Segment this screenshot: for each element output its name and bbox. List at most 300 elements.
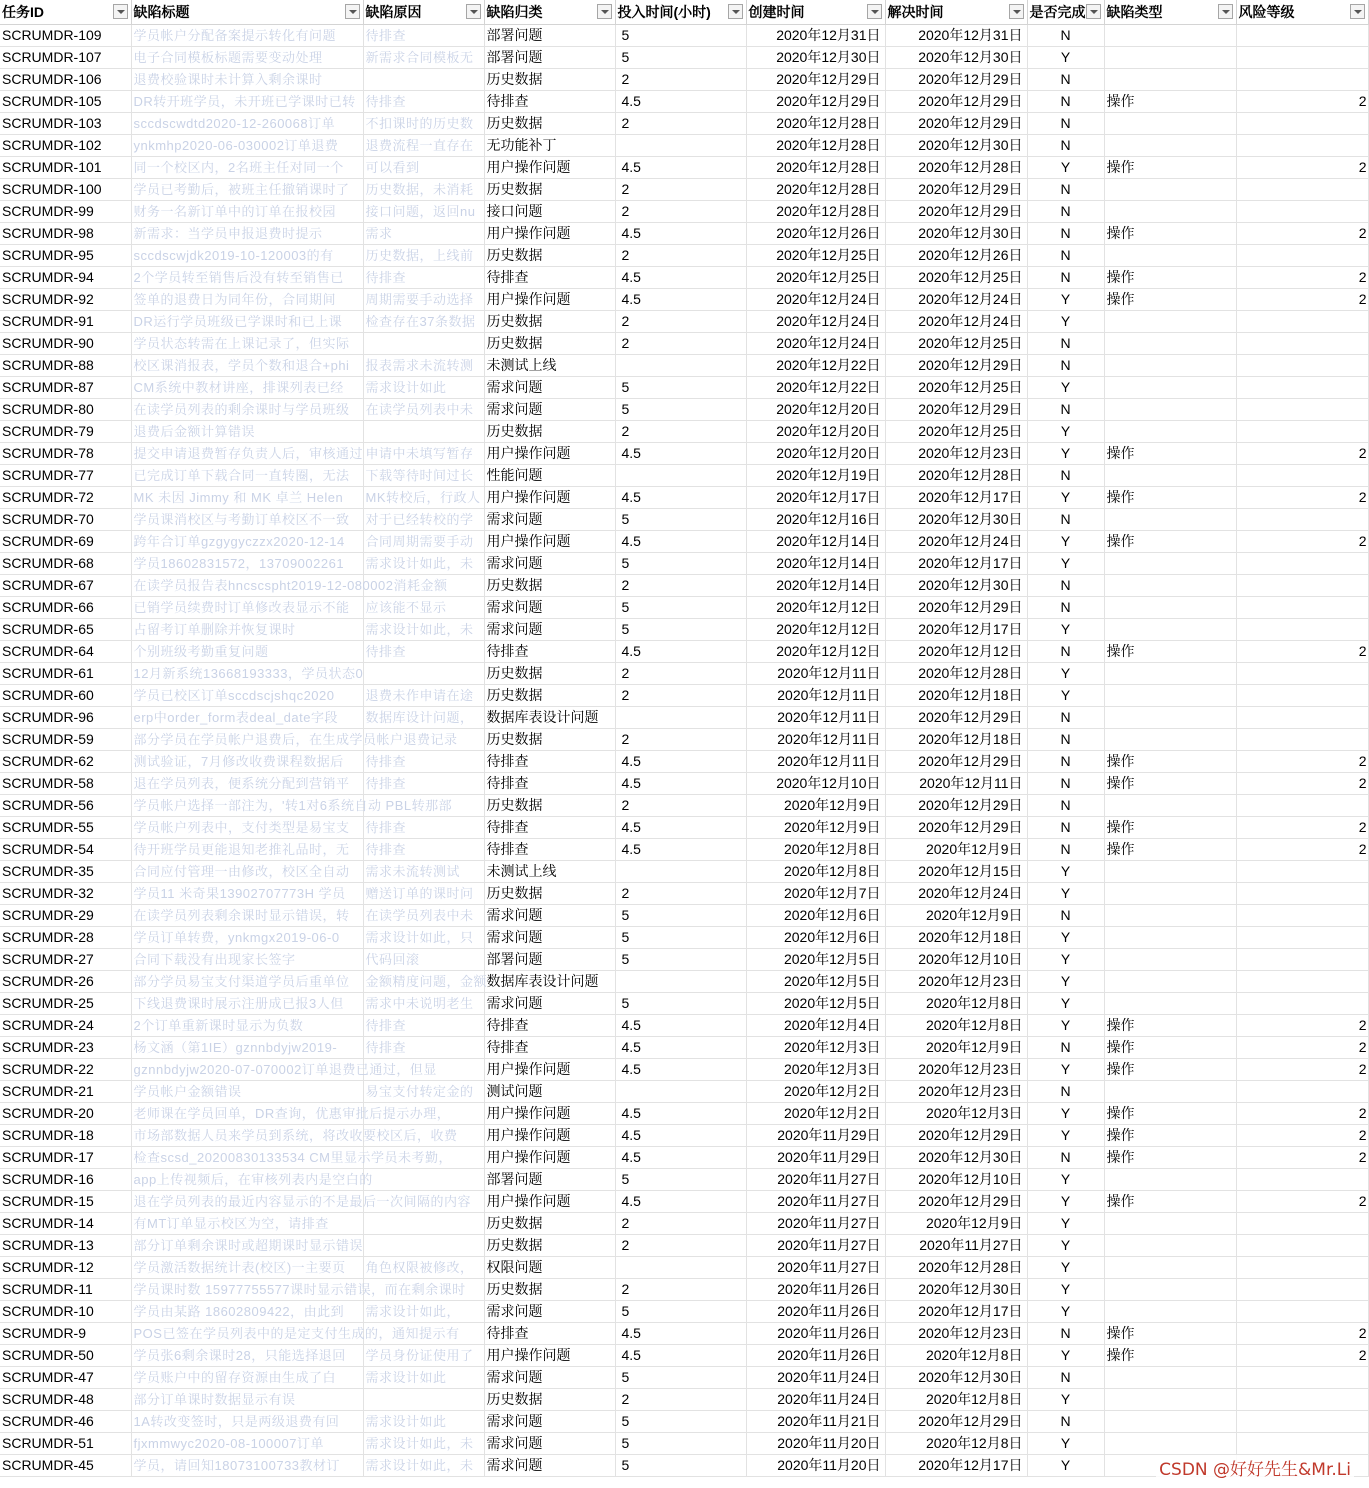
cell-defect-title[interactable]: 学员状态转需在上课记录了，但实际 bbox=[131, 333, 363, 355]
cell-is-completed[interactable]: N bbox=[1027, 399, 1104, 421]
cell-defect-category[interactable]: 历史数据 bbox=[484, 1279, 615, 1301]
cell-defect-reason[interactable]: 申请中未填写暂存 bbox=[363, 443, 484, 465]
cell-defect-category[interactable]: 待排查 bbox=[484, 267, 615, 289]
cell-hours-invested[interactable] bbox=[615, 861, 746, 883]
cell-is-completed[interactable]: N bbox=[1027, 267, 1104, 289]
cell-defect-title[interactable]: app上传视频后，在审核列表内是空白的 bbox=[131, 1169, 363, 1191]
cell-created-time[interactable]: 2020年11月27日 bbox=[746, 1235, 885, 1257]
cell-defect-title[interactable]: CM系统中教材讲座，排课列表已经 bbox=[131, 377, 363, 399]
cell-defect-title[interactable]: DR运行学员班级已学课时和已上课 bbox=[131, 311, 363, 333]
cell-risk-level[interactable] bbox=[1236, 355, 1368, 377]
cell-is-completed[interactable]: Y bbox=[1027, 1389, 1104, 1411]
cell-is-completed[interactable]: N bbox=[1027, 1147, 1104, 1169]
filter-dropdown-icon[interactable] bbox=[867, 4, 882, 19]
cell-defect-category[interactable]: 历史数据 bbox=[484, 883, 615, 905]
cell-defect-reason[interactable] bbox=[363, 1389, 484, 1411]
cell-defect-type[interactable] bbox=[1104, 1257, 1236, 1279]
cell-defect-category[interactable]: 待排查 bbox=[484, 1037, 615, 1059]
cell-defect-category[interactable]: 用户操作问题 bbox=[484, 1345, 615, 1367]
cell-task-id[interactable]: SCRUMDR-59 bbox=[0, 729, 131, 751]
cell-risk-level[interactable]: 2 bbox=[1236, 1103, 1368, 1125]
cell-created-time[interactable]: 2020年12月29日 bbox=[746, 91, 885, 113]
cell-defect-type[interactable] bbox=[1104, 113, 1236, 135]
cell-task-id[interactable]: SCRUMDR-13 bbox=[0, 1235, 131, 1257]
cell-created-time[interactable]: 2020年12月4日 bbox=[746, 1015, 885, 1037]
cell-hours-invested[interactable]: 4.5 bbox=[615, 91, 746, 113]
cell-defect-title[interactable]: 部分订单课时数据显示有误 bbox=[131, 1389, 363, 1411]
cell-task-id[interactable]: SCRUMDR-99 bbox=[0, 201, 131, 223]
cell-defect-type[interactable] bbox=[1104, 1235, 1236, 1257]
cell-task-id[interactable]: SCRUMDR-109 bbox=[0, 25, 131, 47]
cell-defect-type[interactable]: 操作 bbox=[1104, 267, 1236, 289]
cell-defect-category[interactable]: 用户操作问题 bbox=[484, 1103, 615, 1125]
cell-resolved-time[interactable]: 2020年12月30日 bbox=[885, 223, 1027, 245]
cell-task-id[interactable]: SCRUMDR-101 bbox=[0, 157, 131, 179]
cell-created-time[interactable]: 2020年12月26日 bbox=[746, 223, 885, 245]
table-row[interactable] bbox=[0, 1037, 1368, 1059]
cell-defect-reason[interactable]: 需求 bbox=[363, 223, 484, 245]
cell-is-completed[interactable]: Y bbox=[1027, 663, 1104, 685]
cell-risk-level[interactable]: 2 bbox=[1236, 267, 1368, 289]
cell-defect-category[interactable]: 历史数据 bbox=[484, 663, 615, 685]
table-row[interactable] bbox=[0, 575, 1368, 597]
cell-defect-type[interactable] bbox=[1104, 927, 1236, 949]
cell-resolved-time[interactable]: 2020年12月25日 bbox=[885, 377, 1027, 399]
cell-defect-title[interactable]: sccdscwjdk2019-10-120003的有 bbox=[131, 245, 363, 267]
cell-hours-invested[interactable]: 4.5 bbox=[615, 839, 746, 861]
cell-hours-invested[interactable]: 2 bbox=[615, 1389, 746, 1411]
cell-created-time[interactable]: 2020年12月6日 bbox=[746, 927, 885, 949]
cell-risk-level[interactable]: 2 bbox=[1236, 487, 1368, 509]
cell-defect-type[interactable] bbox=[1104, 883, 1236, 905]
cell-hours-invested[interactable] bbox=[615, 355, 746, 377]
cell-defect-reason[interactable]: 下载等待时间过长 bbox=[363, 465, 484, 487]
cell-defect-reason[interactable]: 需求设计如此，未 bbox=[363, 619, 484, 641]
cell-task-id[interactable]: SCRUMDR-28 bbox=[0, 927, 131, 949]
cell-risk-level[interactable]: 2 bbox=[1236, 1059, 1368, 1081]
cell-defect-title[interactable]: 学员课消校区与考勤订单校区不一致 bbox=[131, 509, 363, 531]
cell-hours-invested[interactable]: 4.5 bbox=[615, 1015, 746, 1037]
cell-task-id[interactable]: SCRUMDR-56 bbox=[0, 795, 131, 817]
cell-task-id[interactable]: SCRUMDR-61 bbox=[0, 663, 131, 685]
cell-defect-type[interactable] bbox=[1104, 47, 1236, 69]
cell-defect-category[interactable]: 部署问题 bbox=[484, 47, 615, 69]
cell-defect-title[interactable]: 合同下载没有出现家长签字 bbox=[131, 949, 363, 971]
cell-hours-invested[interactable]: 5 bbox=[615, 619, 746, 641]
cell-resolved-time[interactable]: 2020年12月29日 bbox=[885, 179, 1027, 201]
cell-resolved-time[interactable]: 2020年12月30日 bbox=[885, 47, 1027, 69]
cell-hours-invested[interactable]: 4.5 bbox=[615, 1103, 746, 1125]
cell-hours-invested[interactable]: 2 bbox=[615, 1213, 746, 1235]
cell-resolved-time[interactable]: 2020年12月9日 bbox=[885, 1213, 1027, 1235]
cell-hours-invested[interactable]: 5 bbox=[615, 905, 746, 927]
cell-created-time[interactable]: 2020年11月27日 bbox=[746, 1257, 885, 1279]
cell-is-completed[interactable]: Y bbox=[1027, 47, 1104, 69]
cell-defect-type[interactable] bbox=[1104, 597, 1236, 619]
cell-risk-level[interactable]: 2 bbox=[1236, 1345, 1368, 1367]
table-row[interactable] bbox=[0, 1191, 1368, 1213]
cell-defect-type[interactable]: 操作 bbox=[1104, 839, 1236, 861]
cell-task-id[interactable]: SCRUMDR-50 bbox=[0, 1345, 131, 1367]
cell-defect-category[interactable]: 需求问题 bbox=[484, 905, 615, 927]
cell-hours-invested[interactable]: 2 bbox=[615, 1279, 746, 1301]
cell-created-time[interactable]: 2020年12月9日 bbox=[746, 817, 885, 839]
filter-dropdown-icon[interactable] bbox=[1218, 4, 1233, 19]
table-row[interactable] bbox=[0, 1015, 1368, 1037]
cell-risk-level[interactable]: 2 bbox=[1236, 1125, 1368, 1147]
cell-created-time[interactable]: 2020年12月8日 bbox=[746, 839, 885, 861]
cell-defect-category[interactable]: 性能问题 bbox=[484, 465, 615, 487]
filter-dropdown-icon[interactable] bbox=[597, 4, 612, 19]
cell-risk-level[interactable]: 2 bbox=[1236, 157, 1368, 179]
cell-defect-category[interactable]: 历史数据 bbox=[484, 113, 615, 135]
cell-resolved-time[interactable]: 2020年12月30日 bbox=[885, 509, 1027, 531]
cell-created-time[interactable]: 2020年12月3日 bbox=[746, 1059, 885, 1081]
cell-created-time[interactable]: 2020年12月25日 bbox=[746, 267, 885, 289]
cell-is-completed[interactable]: N bbox=[1027, 641, 1104, 663]
cell-task-id[interactable]: SCRUMDR-105 bbox=[0, 91, 131, 113]
cell-risk-level[interactable]: 2 bbox=[1236, 641, 1368, 663]
cell-defect-category[interactable]: 数据库表设计问题 bbox=[484, 707, 615, 729]
cell-defect-category[interactable]: 历史数据 bbox=[484, 333, 615, 355]
cell-defect-category[interactable]: 测试问题 bbox=[484, 1081, 615, 1103]
cell-defect-category[interactable]: 需求问题 bbox=[484, 927, 615, 949]
cell-is-completed[interactable]: N bbox=[1027, 1037, 1104, 1059]
cell-created-time[interactable]: 2020年11月26日 bbox=[746, 1279, 885, 1301]
cell-hours-invested[interactable]: 5 bbox=[615, 47, 746, 69]
cell-defect-reason[interactable]: 待排查 bbox=[363, 267, 484, 289]
cell-is-completed[interactable]: N bbox=[1027, 333, 1104, 355]
cell-hours-invested[interactable]: 5 bbox=[615, 1367, 746, 1389]
cell-defect-title[interactable]: 在读学员列表剩余课时显示错误，转 bbox=[131, 905, 363, 927]
cell-resolved-time[interactable]: 2020年12月18日 bbox=[885, 729, 1027, 751]
cell-created-time[interactable]: 2020年11月21日 bbox=[746, 1411, 885, 1433]
cell-hours-invested[interactable]: 5 bbox=[615, 1411, 746, 1433]
cell-defect-type[interactable] bbox=[1104, 553, 1236, 575]
cell-defect-category[interactable]: 用户操作问题 bbox=[484, 1191, 615, 1213]
table-row[interactable] bbox=[0, 1213, 1368, 1235]
cell-hours-invested[interactable]: 4.5 bbox=[615, 267, 746, 289]
cell-created-time[interactable]: 2020年12月25日 bbox=[746, 245, 885, 267]
cell-defect-type[interactable]: 操作 bbox=[1104, 1015, 1236, 1037]
cell-hours-invested[interactable]: 2 bbox=[615, 663, 746, 685]
cell-is-completed[interactable]: Y bbox=[1027, 1015, 1104, 1037]
table-row[interactable] bbox=[0, 663, 1368, 685]
cell-created-time[interactable]: 2020年11月26日 bbox=[746, 1301, 885, 1323]
cell-defect-category[interactable]: 需求问题 bbox=[484, 1411, 615, 1433]
cell-defect-type[interactable] bbox=[1104, 971, 1236, 993]
table-row[interactable] bbox=[0, 355, 1368, 377]
cell-defect-reason[interactable]: 待排查 bbox=[363, 91, 484, 113]
cell-task-id[interactable]: SCRUMDR-15 bbox=[0, 1191, 131, 1213]
cell-risk-level[interactable] bbox=[1236, 399, 1368, 421]
cell-risk-level[interactable] bbox=[1236, 993, 1368, 1015]
cell-created-time[interactable]: 2020年12月29日 bbox=[746, 69, 885, 91]
cell-created-time[interactable]: 2020年12月14日 bbox=[746, 531, 885, 553]
cell-hours-invested[interactable]: 2 bbox=[615, 245, 746, 267]
cell-hours-invested[interactable]: 4.5 bbox=[615, 157, 746, 179]
cell-hours-invested[interactable]: 2 bbox=[615, 729, 746, 751]
cell-task-id[interactable]: SCRUMDR-51 bbox=[0, 1433, 131, 1455]
cell-resolved-time[interactable]: 2020年12月3日 bbox=[885, 1103, 1027, 1125]
cell-is-completed[interactable]: Y bbox=[1027, 1235, 1104, 1257]
cell-defect-category[interactable]: 用户操作问题 bbox=[484, 1059, 615, 1081]
cell-created-time[interactable]: 2020年12月5日 bbox=[746, 971, 885, 993]
cell-defect-category[interactable]: 待排查 bbox=[484, 1015, 615, 1037]
cell-defect-reason[interactable]: 检查存在37条数据 bbox=[363, 311, 484, 333]
cell-defect-title[interactable]: 杨文涵（第1IE）gznnbdyjw2019- bbox=[131, 1037, 363, 1059]
cell-resolved-time[interactable]: 2020年12月29日 bbox=[885, 201, 1027, 223]
table-row[interactable] bbox=[0, 1411, 1368, 1433]
cell-task-id[interactable]: SCRUMDR-100 bbox=[0, 179, 131, 201]
cell-defect-category[interactable]: 用户操作问题 bbox=[484, 223, 615, 245]
cell-defect-title[interactable]: 学员张6剩余课时28，只能选择退回 bbox=[131, 1345, 363, 1367]
cell-resolved-time[interactable]: 2020年12月26日 bbox=[885, 245, 1027, 267]
cell-defect-category[interactable]: 权限问题 bbox=[484, 1257, 615, 1279]
cell-risk-level[interactable] bbox=[1236, 1433, 1368, 1455]
cell-is-completed[interactable]: N bbox=[1027, 905, 1104, 927]
cell-risk-level[interactable] bbox=[1236, 663, 1368, 685]
cell-task-id[interactable]: SCRUMDR-45 bbox=[0, 1455, 131, 1477]
cell-task-id[interactable]: SCRUMDR-68 bbox=[0, 553, 131, 575]
table-row[interactable] bbox=[0, 1257, 1368, 1279]
cell-hours-invested[interactable]: 2 bbox=[615, 685, 746, 707]
cell-hours-invested[interactable]: 5 bbox=[615, 927, 746, 949]
cell-risk-level[interactable] bbox=[1236, 421, 1368, 443]
cell-defect-type[interactable] bbox=[1104, 685, 1236, 707]
filter-dropdown-icon[interactable] bbox=[1009, 4, 1024, 19]
table-row[interactable] bbox=[0, 905, 1368, 927]
cell-created-time[interactable]: 2020年12月28日 bbox=[746, 135, 885, 157]
cell-is-completed[interactable]: N bbox=[1027, 509, 1104, 531]
cell-hours-invested[interactable] bbox=[615, 135, 746, 157]
cell-risk-level[interactable] bbox=[1236, 597, 1368, 619]
table-row[interactable] bbox=[0, 773, 1368, 795]
cell-resolved-time[interactable]: 2020年12月25日 bbox=[885, 267, 1027, 289]
cell-defect-type[interactable]: 操作 bbox=[1104, 1125, 1236, 1147]
cell-resolved-time[interactable]: 2020年12月23日 bbox=[885, 1323, 1027, 1345]
cell-hours-invested[interactable]: 4.5 bbox=[615, 817, 746, 839]
cell-created-time[interactable]: 2020年11月26日 bbox=[746, 1323, 885, 1345]
cell-defect-type[interactable]: 操作 bbox=[1104, 1191, 1236, 1213]
table-row[interactable] bbox=[0, 245, 1368, 267]
cell-created-time[interactable]: 2020年12月11日 bbox=[746, 685, 885, 707]
cell-task-id[interactable]: SCRUMDR-17 bbox=[0, 1147, 131, 1169]
cell-task-id[interactable]: SCRUMDR-18 bbox=[0, 1125, 131, 1147]
cell-resolved-time[interactable]: 2020年12月17日 bbox=[885, 619, 1027, 641]
cell-is-completed[interactable]: Y bbox=[1027, 1455, 1104, 1477]
cell-created-time[interactable]: 2020年11月26日 bbox=[746, 1345, 885, 1367]
cell-defect-category[interactable]: 历史数据 bbox=[484, 1213, 615, 1235]
cell-resolved-time[interactable]: 2020年12月8日 bbox=[885, 1015, 1027, 1037]
cell-task-id[interactable]: SCRUMDR-10 bbox=[0, 1301, 131, 1323]
cell-is-completed[interactable]: N bbox=[1027, 729, 1104, 751]
cell-defect-category[interactable]: 需求问题 bbox=[484, 399, 615, 421]
cell-risk-level[interactable]: 2 bbox=[1236, 443, 1368, 465]
cell-task-id[interactable]: SCRUMDR-9 bbox=[0, 1323, 131, 1345]
cell-defect-title[interactable]: 学员，请回知18073100733教材订 bbox=[131, 1455, 363, 1477]
cell-created-time[interactable]: 2020年12月24日 bbox=[746, 311, 885, 333]
cell-task-id[interactable]: SCRUMDR-70 bbox=[0, 509, 131, 531]
cell-created-time[interactable]: 2020年12月28日 bbox=[746, 179, 885, 201]
cell-task-id[interactable]: SCRUMDR-79 bbox=[0, 421, 131, 443]
cell-risk-level[interactable] bbox=[1236, 795, 1368, 817]
cell-risk-level[interactable] bbox=[1236, 69, 1368, 91]
cell-defect-type[interactable] bbox=[1104, 69, 1236, 91]
cell-task-id[interactable]: SCRUMDR-98 bbox=[0, 223, 131, 245]
cell-is-completed[interactable]: Y bbox=[1027, 531, 1104, 553]
cell-defect-type[interactable]: 操作 bbox=[1104, 443, 1236, 465]
cell-defect-reason[interactable] bbox=[363, 333, 484, 355]
cell-defect-type[interactable]: 操作 bbox=[1104, 1103, 1236, 1125]
cell-defect-title[interactable]: 财务一名新订单中的订单在报校园 bbox=[131, 201, 363, 223]
cell-defect-type[interactable] bbox=[1104, 355, 1236, 377]
cell-defect-title[interactable]: 占留考订单删除并恢复课时 bbox=[131, 619, 363, 641]
cell-defect-type[interactable]: 操作 bbox=[1104, 751, 1236, 773]
cell-defect-reason[interactable]: 需求设计如此， bbox=[363, 1301, 484, 1323]
cell-risk-level[interactable] bbox=[1236, 47, 1368, 69]
cell-task-id[interactable]: SCRUMDR-67 bbox=[0, 575, 131, 597]
cell-is-completed[interactable]: Y bbox=[1027, 1125, 1104, 1147]
cell-defect-reason[interactable]: 学员身份证使用了 bbox=[363, 1345, 484, 1367]
cell-defect-type[interactable] bbox=[1104, 179, 1236, 201]
cell-created-time[interactable]: 2020年11月27日 bbox=[746, 1169, 885, 1191]
cell-hours-invested[interactable]: 5 bbox=[615, 1169, 746, 1191]
cell-is-completed[interactable]: Y bbox=[1027, 443, 1104, 465]
cell-task-id[interactable]: SCRUMDR-90 bbox=[0, 333, 131, 355]
filter-dropdown-icon[interactable] bbox=[345, 4, 360, 19]
cell-created-time[interactable]: 2020年12月20日 bbox=[746, 421, 885, 443]
cell-resolved-time[interactable]: 2020年12月30日 bbox=[885, 135, 1027, 157]
table-row[interactable] bbox=[0, 619, 1368, 641]
cell-resolved-time[interactable]: 2020年12月10日 bbox=[885, 949, 1027, 971]
cell-resolved-time[interactable]: 2020年12月12日 bbox=[885, 641, 1027, 663]
cell-defect-title[interactable]: 学员课时数 15977755577课时显示错误，而在剩余课时 bbox=[131, 1279, 363, 1301]
cell-resolved-time[interactable]: 2020年12月28日 bbox=[885, 157, 1027, 179]
cell-defect-category[interactable]: 用户操作问题 bbox=[484, 443, 615, 465]
table-row[interactable] bbox=[0, 1433, 1368, 1455]
cell-risk-level[interactable] bbox=[1236, 1411, 1368, 1433]
cell-created-time[interactable]: 2020年12月30日 bbox=[746, 47, 885, 69]
cell-defect-title[interactable]: 部分学员易宝支付渠道学员后重单位 bbox=[131, 971, 363, 993]
cell-task-id[interactable]: SCRUMDR-46 bbox=[0, 1411, 131, 1433]
table-row[interactable] bbox=[0, 993, 1368, 1015]
cell-risk-level[interactable] bbox=[1236, 927, 1368, 949]
cell-hours-invested[interactable]: 5 bbox=[615, 377, 746, 399]
cell-risk-level[interactable] bbox=[1236, 685, 1368, 707]
cell-defect-title[interactable]: 学员由某路 18602809422，由此到 bbox=[131, 1301, 363, 1323]
cell-task-id[interactable]: SCRUMDR-20 bbox=[0, 1103, 131, 1125]
table-row[interactable] bbox=[0, 685, 1368, 707]
cell-defect-category[interactable]: 需求问题 bbox=[484, 597, 615, 619]
cell-risk-level[interactable] bbox=[1236, 949, 1368, 971]
cell-defect-category[interactable]: 历史数据 bbox=[484, 245, 615, 267]
table-row[interactable] bbox=[0, 1169, 1368, 1191]
cell-task-id[interactable]: SCRUMDR-23 bbox=[0, 1037, 131, 1059]
cell-defect-type[interactable] bbox=[1104, 311, 1236, 333]
cell-defect-category[interactable]: 历史数据 bbox=[484, 311, 615, 333]
cell-risk-level[interactable]: 2 bbox=[1236, 839, 1368, 861]
cell-is-completed[interactable]: N bbox=[1027, 1323, 1104, 1345]
cell-resolved-time[interactable]: 2020年12月29日 bbox=[885, 399, 1027, 421]
cell-created-time[interactable]: 2020年12月20日 bbox=[746, 443, 885, 465]
cell-created-time[interactable]: 2020年12月16日 bbox=[746, 509, 885, 531]
cell-defect-reason[interactable]: 不扣课时的历史数 bbox=[363, 113, 484, 135]
cell-defect-type[interactable] bbox=[1104, 1081, 1236, 1103]
table-row[interactable] bbox=[0, 1125, 1368, 1147]
cell-hours-invested[interactable]: 2 bbox=[615, 113, 746, 135]
cell-risk-level[interactable] bbox=[1236, 1301, 1368, 1323]
cell-task-id[interactable]: SCRUMDR-22 bbox=[0, 1059, 131, 1081]
cell-risk-level[interactable] bbox=[1236, 25, 1368, 47]
cell-defect-reason[interactable]: 待排查 bbox=[363, 1037, 484, 1059]
cell-defect-reason[interactable]: 需求设计如此 bbox=[363, 1367, 484, 1389]
cell-defect-type[interactable] bbox=[1104, 509, 1236, 531]
cell-defect-type[interactable]: 操作 bbox=[1104, 773, 1236, 795]
table-row[interactable] bbox=[0, 1389, 1368, 1411]
cell-resolved-time[interactable]: 2020年12月28日 bbox=[885, 465, 1027, 487]
cell-defect-title[interactable]: 下线退费课时展示注册成已报3人但 bbox=[131, 993, 363, 1015]
cell-defect-type[interactable] bbox=[1104, 135, 1236, 157]
table-row[interactable] bbox=[0, 113, 1368, 135]
cell-created-time[interactable]: 2020年12月11日 bbox=[746, 751, 885, 773]
cell-resolved-time[interactable]: 2020年12月28日 bbox=[885, 663, 1027, 685]
table-row[interactable] bbox=[0, 91, 1368, 113]
cell-defect-category[interactable]: 部署问题 bbox=[484, 949, 615, 971]
cell-resolved-time[interactable]: 2020年12月15日 bbox=[885, 861, 1027, 883]
cell-task-id[interactable]: SCRUMDR-35 bbox=[0, 861, 131, 883]
table-row[interactable] bbox=[0, 223, 1368, 245]
cell-task-id[interactable]: SCRUMDR-47 bbox=[0, 1367, 131, 1389]
cell-defect-title[interactable]: 合同应付管理一由修改，校区全自动 bbox=[131, 861, 363, 883]
cell-defect-type[interactable] bbox=[1104, 333, 1236, 355]
cell-defect-title[interactable]: 退在学员列表，便系统分配到营销平 bbox=[131, 773, 363, 795]
cell-defect-category[interactable]: 需求问题 bbox=[484, 1367, 615, 1389]
cell-created-time[interactable]: 2020年12月28日 bbox=[746, 157, 885, 179]
cell-task-id[interactable]: SCRUMDR-106 bbox=[0, 69, 131, 91]
cell-defect-category[interactable]: 需求问题 bbox=[484, 1455, 615, 1477]
cell-hours-invested[interactable]: 2 bbox=[615, 1235, 746, 1257]
cell-defect-category[interactable]: 用户操作问题 bbox=[484, 531, 615, 553]
cell-created-time[interactable]: 2020年11月29日 bbox=[746, 1147, 885, 1169]
cell-is-completed[interactable]: N bbox=[1027, 113, 1104, 135]
cell-defect-reason[interactable]: 待排查 bbox=[363, 817, 484, 839]
cell-defect-title[interactable]: fjxmmwyc2020-08-100007订单 bbox=[131, 1433, 363, 1455]
cell-defect-reason[interactable]: 可以看到 bbox=[363, 157, 484, 179]
cell-defect-title[interactable]: 市场部数据人员来学员到系统，将改收要校区后，收费 bbox=[131, 1125, 363, 1147]
cell-is-completed[interactable]: N bbox=[1027, 1081, 1104, 1103]
table-row[interactable] bbox=[0, 1279, 1368, 1301]
cell-hours-invested[interactable]: 5 bbox=[615, 949, 746, 971]
cell-defect-category[interactable]: 用户操作问题 bbox=[484, 1125, 615, 1147]
cell-defect-type[interactable] bbox=[1104, 949, 1236, 971]
cell-risk-level[interactable]: 2 bbox=[1236, 1191, 1368, 1213]
cell-defect-title[interactable]: 已完成订单下载合同一直转圈，无法 bbox=[131, 465, 363, 487]
cell-is-completed[interactable]: N bbox=[1027, 575, 1104, 597]
cell-defect-type[interactable] bbox=[1104, 729, 1236, 751]
table-row[interactable] bbox=[0, 399, 1368, 421]
cell-task-id[interactable]: SCRUMDR-54 bbox=[0, 839, 131, 861]
cell-hours-invested[interactable]: 4.5 bbox=[615, 1125, 746, 1147]
cell-resolved-time[interactable]: 2020年12月29日 bbox=[885, 707, 1027, 729]
cell-defect-reason[interactable]: 数据库设计问题， bbox=[363, 707, 484, 729]
cell-resolved-time[interactable]: 2020年12月29日 bbox=[885, 1411, 1027, 1433]
table-row[interactable] bbox=[0, 289, 1368, 311]
cell-created-time[interactable]: 2020年11月20日 bbox=[746, 1433, 885, 1455]
cell-resolved-time[interactable]: 2020年12月25日 bbox=[885, 421, 1027, 443]
table-row[interactable] bbox=[0, 377, 1368, 399]
cell-defect-type[interactable] bbox=[1104, 707, 1236, 729]
